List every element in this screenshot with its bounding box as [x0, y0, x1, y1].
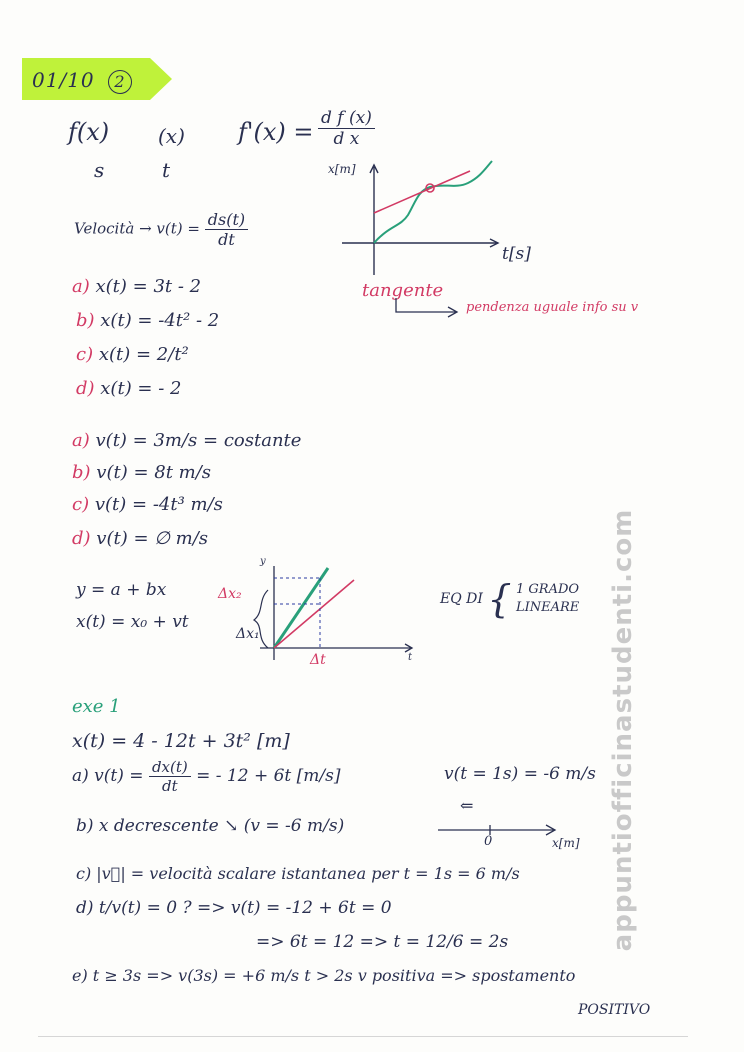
- exercise-d: d) t/v(t) = 0 ? => v(t) = -12 + 6t = 0: [76, 898, 392, 918]
- linear-graph-dx1: Δx₁: [236, 626, 260, 642]
- notation-fden: d x: [333, 129, 360, 149]
- watermark: [598, 508, 648, 952]
- position-a: [72, 276, 201, 297]
- eq-type-label: EQ DI: [440, 591, 483, 607]
- velocity-d-text: v(t) = ∅ m/s: [96, 528, 209, 549]
- velocity-a: [72, 430, 301, 451]
- linear-eq1: y = a + bx: [76, 580, 167, 600]
- position-c-text: x(t) = 2/t²: [98, 344, 189, 365]
- tag-date: 01/10: [32, 68, 95, 92]
- eq-type-line2: LINEARE: [516, 600, 580, 615]
- exercise-c: c) |v⃗| = velocità scalare istantanea per t = 1s = 6 m/s: [76, 864, 520, 883]
- position-b-text: x(t) = -4t² - 2: [100, 310, 220, 331]
- tangent-arrow: [394, 298, 464, 318]
- velocity-num: ds(t): [205, 210, 248, 230]
- eq-type: [440, 577, 580, 621]
- position-b-letter: b): [76, 310, 95, 331]
- exercise-a-num: dx(t): [149, 758, 191, 777]
- exercise-title: exe 1: [72, 696, 121, 717]
- eq-type-brace: {: [487, 577, 512, 621]
- exercise-e-2: POSITIVO: [578, 1002, 651, 1018]
- exercise-e: e) t ≥ 3s => v(3s) = +6 m/s t > 2s v positiva => spostamento: [72, 966, 576, 985]
- tag-number: 2: [108, 70, 132, 94]
- velocity-den: dt: [218, 230, 235, 249]
- velocity-c: [72, 494, 223, 515]
- notation-t: t: [162, 158, 171, 182]
- watermark-text: appuntiofficinastudenti.com: [608, 508, 638, 952]
- position-a-text: x(t) = 3t - 2: [95, 276, 202, 297]
- position-d-letter: d): [76, 378, 95, 399]
- position-a-letter: a): [72, 276, 90, 297]
- position-d: [76, 378, 182, 399]
- graph1-tangent-label: tangente: [362, 280, 444, 301]
- velocity-c-letter: c): [72, 494, 90, 515]
- linear-graph-t: t: [408, 652, 413, 663]
- page-tag-label: [32, 68, 132, 94]
- exercise-b-axis-label: x[m]: [552, 836, 580, 850]
- velocity-d-letter: d): [72, 528, 91, 549]
- position-time-graph: [330, 155, 530, 285]
- linear-graph-y: y: [260, 556, 266, 567]
- exercise-d-2: => 6t = 12 => t = 12/6 = 2s: [256, 932, 509, 952]
- exercise-a-suffix: = - 12 + 6t [m/s]: [196, 766, 341, 786]
- graph1-ylabel: x[m]: [328, 162, 356, 176]
- velocity-a-text: v(t) = 3m/s = costante: [95, 430, 302, 451]
- bottom-divider: [38, 1036, 688, 1037]
- graph1-xlabel: t[s]: [502, 244, 531, 264]
- exercise-b: b) x decrescente ↘ (v = -6 m/s): [76, 816, 345, 836]
- velocity-c-text: v(t) = -4t³ m/s: [94, 494, 223, 515]
- notation-fnum: d f (x): [318, 108, 375, 129]
- notation-derivative: [318, 108, 375, 149]
- notation-f: f(x): [68, 118, 110, 146]
- position-c: [76, 344, 189, 365]
- exercise-a-den: dt: [162, 777, 178, 795]
- position-b: [76, 310, 219, 331]
- eq-type-line1: 1 GRADO: [516, 582, 580, 597]
- graph1-arrow-note: pendenza uguale info su v: [466, 300, 639, 315]
- notation-s: s: [94, 158, 105, 182]
- exercise-a-right: v(t = 1s) = -6 m/s: [444, 764, 596, 784]
- velocity-a-letter: a): [72, 430, 90, 451]
- velocity-definition: [74, 210, 248, 249]
- linear-eq2: x(t) = x₀ + vt: [76, 612, 189, 632]
- notation-fprime: f'(x) =: [238, 118, 314, 146]
- velocity-label: Velocità → v(t) =: [74, 219, 200, 238]
- position-c-letter: c): [76, 344, 94, 365]
- exercise-a: [72, 758, 341, 795]
- exercise-a-prefix: a) v(t) =: [72, 766, 144, 786]
- exercise-line1: x(t) = 4 - 12t + 3t² [m]: [72, 730, 290, 752]
- notation-x: (x): [158, 124, 185, 148]
- exercise-b-axis: [436, 818, 566, 848]
- velocity-b-text: v(t) = 8t m/s: [96, 462, 212, 483]
- velocity-d: [72, 528, 208, 549]
- linear-graph-dx2: Δx₂: [218, 586, 242, 602]
- velocity-b-letter: b): [72, 462, 91, 483]
- exercise-b-zero: 0: [484, 834, 493, 849]
- position-d-text: x(t) = - 2: [100, 378, 182, 399]
- exercise-b-arrow: ⇐: [460, 796, 474, 815]
- velocity-b: [72, 462, 211, 483]
- linear-graph-dt: Δt: [310, 652, 326, 668]
